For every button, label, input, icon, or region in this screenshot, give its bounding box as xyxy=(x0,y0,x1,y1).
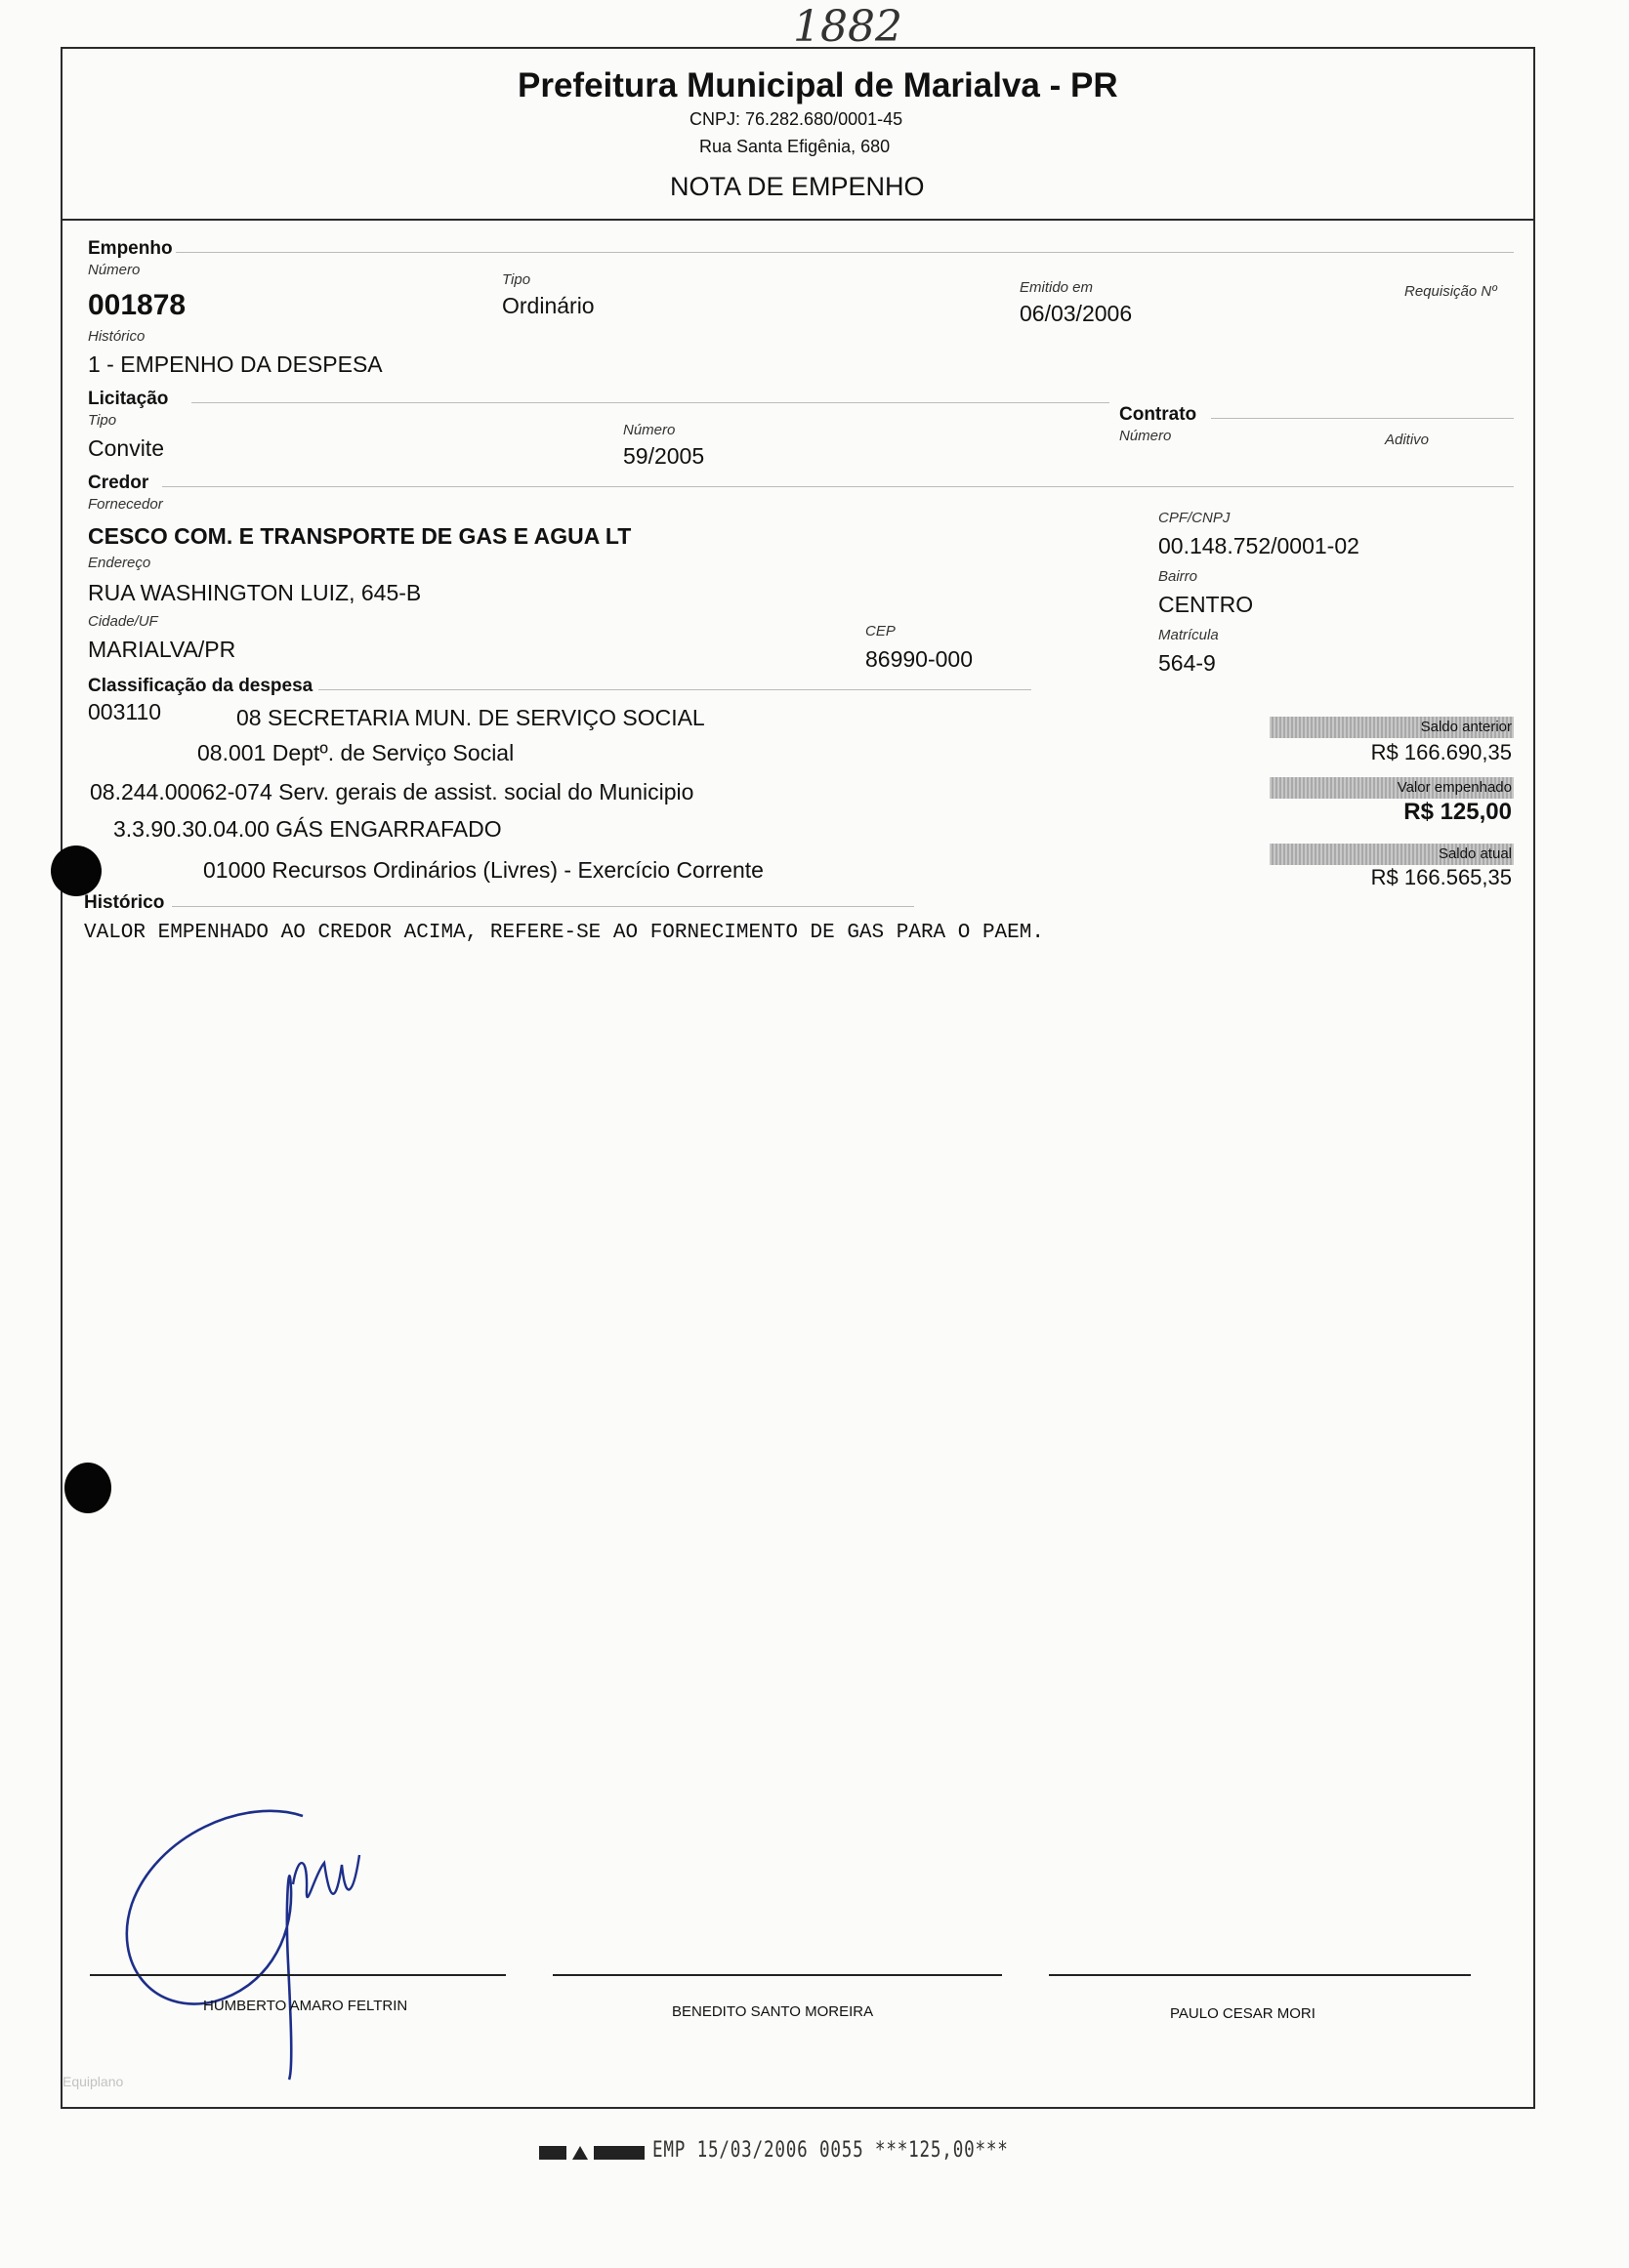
signature-name-2: BENEDITO SANTO MOREIRA xyxy=(672,2003,874,2020)
credor-section-label: Credor xyxy=(88,473,149,493)
credor-rule xyxy=(162,486,1514,487)
classificacao-rule xyxy=(318,689,1031,690)
matricula-label: Matrícula xyxy=(1158,627,1219,643)
empenho-historico: 1 - EMPENHO DA DESPESA xyxy=(88,351,383,377)
classificacao-line3: 08.244.00062-074 Serv. gerais de assist. social do Municipio xyxy=(90,779,694,804)
empenho-historico-label: Histórico xyxy=(88,328,146,345)
valor-empenhado-value: R$ 125,00 xyxy=(1403,799,1512,825)
endereco-value: RUA WASHINGTON LUIZ, 645-B xyxy=(88,580,422,605)
punch-hole-top xyxy=(51,845,102,896)
empenho-numero-label: Número xyxy=(88,262,141,278)
requisicao-label: Requisição Nº xyxy=(1404,283,1497,300)
classificacao-code: 003110 xyxy=(88,699,162,724)
document-title: NOTA DE EMPENHO xyxy=(670,172,925,201)
saldo-atual-value: R$ 166.565,35 xyxy=(1370,865,1512,889)
fornecedor-label: Fornecedor xyxy=(88,496,163,513)
historico-section-label: Histórico xyxy=(84,892,165,913)
signature-line-1 xyxy=(90,1974,506,1976)
licitacao-numero-label: Número xyxy=(623,422,676,438)
cnpj-text: CNPJ: 76.282.680/0001-45 xyxy=(689,109,903,129)
emitido-label: Emitido em xyxy=(1020,279,1094,296)
classificacao-line1: 08 SECRETARIA MUN. DE SERVIÇO SOCIAL xyxy=(236,705,705,730)
empenho-numero: 001878 xyxy=(88,289,187,321)
municipality-title: Prefeitura Municipal de Marialva - PR xyxy=(518,66,1118,104)
bank-logo-icon xyxy=(539,2140,648,2165)
saldo-anterior-value: R$ 166.690,35 xyxy=(1370,740,1512,764)
signature-name-1: HUMBERTO AMARO FELTRIN xyxy=(203,1998,408,2014)
contrato-section-label: Contrato xyxy=(1119,404,1197,425)
handwritten-signature xyxy=(98,1796,430,2089)
empenho-section-label: Empenho xyxy=(88,238,173,259)
endereco-label: Endereço xyxy=(88,555,151,571)
empenho-tipo: Ordinário xyxy=(502,293,595,318)
header-divider xyxy=(61,219,1533,221)
punch-hole-bottom xyxy=(64,1463,111,1513)
historico-text: VALOR EMPENHADO AO CREDOR ACIMA, REFERE-SE AO FORNECIMENTO DE GAS PARA O PAEM. xyxy=(84,922,1044,944)
signature-line-3 xyxy=(1049,1974,1471,1976)
fornecedor-name: CESCO COM. E TRANSPORTE DE GAS E AGUA LT xyxy=(88,523,632,549)
contrato-rule xyxy=(1211,418,1514,419)
cep-value: 86990-000 xyxy=(865,646,973,672)
historico-rule xyxy=(172,906,914,907)
cpf-label: CPF/CNPJ xyxy=(1158,510,1231,526)
classificacao-line2: 08.001 Deptº. de Serviço Social xyxy=(197,740,515,765)
matricula-value: 564-9 xyxy=(1158,650,1216,676)
classificacao-section-label: Classificação da despesa xyxy=(88,676,313,696)
licitacao-section-label: Licitação xyxy=(88,389,169,409)
empenho-rule xyxy=(176,252,1514,253)
handwritten-page-number: 1882 xyxy=(793,2,902,52)
autenticacao-stamp: EMP 15/03/2006 0055 ***125,00*** xyxy=(652,2138,1009,2163)
cidade-label: Cidade/UF xyxy=(88,613,158,630)
cpf-value: 00.148.752/0001-02 xyxy=(1158,533,1359,558)
classificacao-line5: 01000 Recursos Ordinários (Livres) - Exercício Corrente xyxy=(203,857,764,883)
contrato-aditivo-label: Aditivo xyxy=(1385,432,1430,448)
emitido-date: 06/03/2006 xyxy=(1020,301,1133,326)
licitacao-tipo-label: Tipo xyxy=(88,412,117,429)
licitacao-numero: 59/2005 xyxy=(623,443,705,469)
signature-line-2 xyxy=(553,1974,1002,1976)
software-watermark: Equiplano xyxy=(63,2074,124,2089)
bairro-label: Bairro xyxy=(1158,568,1198,585)
cidade-value: MARIALVA/PR xyxy=(88,637,236,662)
classificacao-line4: 3.3.90.30.04.00 GÁS ENGARRAFADO xyxy=(113,816,502,842)
licitacao-tipo: Convite xyxy=(88,435,164,461)
contrato-numero-label: Número xyxy=(1119,428,1172,444)
empenho-tipo-label: Tipo xyxy=(502,271,531,288)
address-text: Rua Santa Efigênia, 680 xyxy=(699,137,891,156)
cep-label: CEP xyxy=(865,623,896,639)
bairro-value: CENTRO xyxy=(1158,592,1254,617)
saldo-atual-label: Saldo atual xyxy=(1438,845,1512,862)
valor-empenhado-label: Valor empenhado xyxy=(1397,779,1512,796)
signature-name-3: PAULO CESAR MORI xyxy=(1170,2005,1316,2022)
saldo-anterior-label: Saldo anterior xyxy=(1420,719,1512,735)
licitacao-rule xyxy=(191,402,1109,403)
